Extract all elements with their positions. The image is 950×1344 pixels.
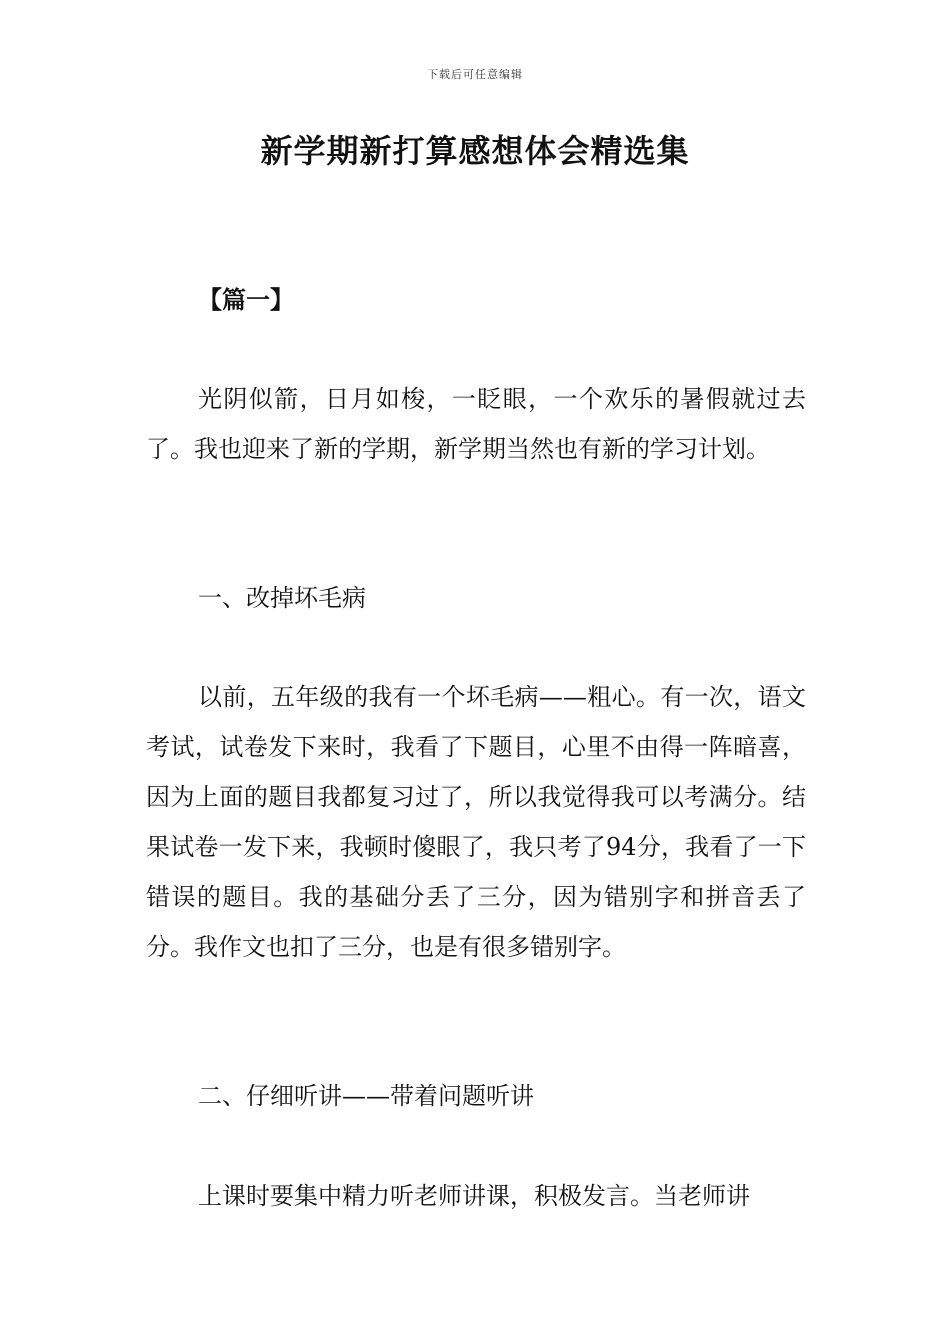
document-title: 新学期新打算感想体会精选集 [260, 132, 690, 170]
paragraph-1: 以前，五年级的我有一个坏毛病——粗心。有一次，语文考试，试卷发下来时，我看了下题目，心里不由得一阵暗喜，因为上面的题目我都复习过了，所以我觉得我可以考满分。结果试卷一发下来，我顿时傻眼了，我只考了94分，我看了一下错误的题目。我的基础分丢了三分，因为错别字和拼音丢了分。我作文也扣了三分，也是有很多错别字。 [146, 683, 806, 961]
paragraph-2: 上课时要集中精力听老师讲课，积极发言。当老师讲 [198, 1182, 750, 1210]
intro-paragraph: 光阴似箭，日月如梭，一眨眼，一个欢乐的暑假就过去了。我也迎来了新的学期，新学期当然也有新的学习计划。 [146, 385, 806, 463]
header-note: 下载后可任意编辑 [427, 68, 523, 81]
section-label: 【篇一】 [198, 286, 294, 314]
heading-2: 二、仔细听讲——带着问题听讲 [198, 1082, 534, 1110]
heading-1: 一、改掉坏毛病 [198, 584, 366, 612]
